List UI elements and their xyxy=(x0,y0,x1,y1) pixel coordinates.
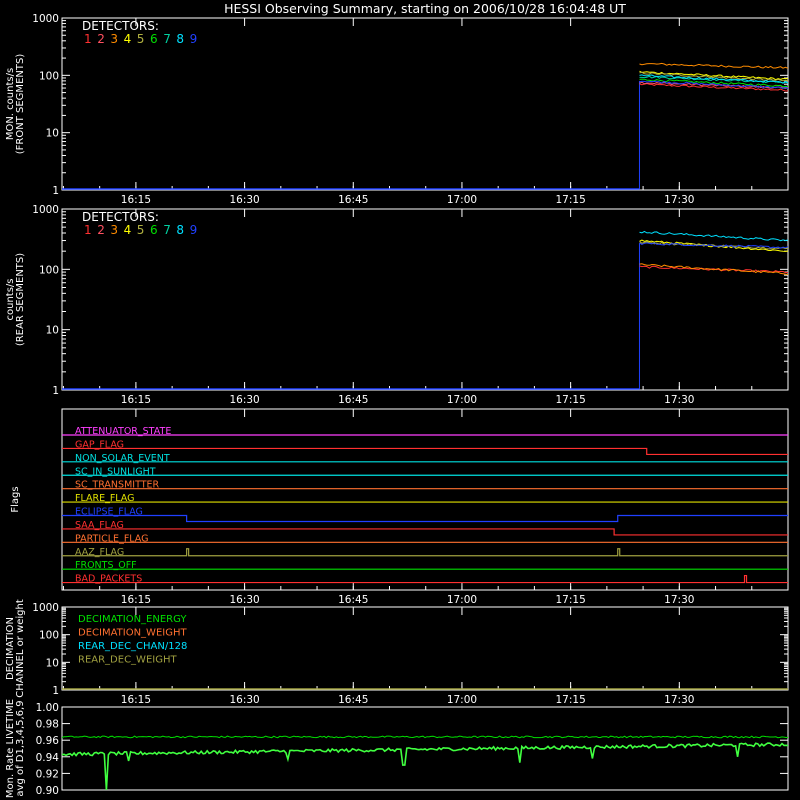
decimation-xtick-label: 17:00 xyxy=(446,694,478,706)
flag-label-particle_flag: PARTICLE_FLAG xyxy=(75,533,149,545)
decimation-ytick-label: 10 xyxy=(45,657,59,670)
flags-xtick-label: 17:15 xyxy=(555,594,586,606)
decimation-xtick-label: 17:30 xyxy=(664,694,695,706)
livetime-ytick-label: 0.94 xyxy=(35,751,59,764)
rear-legend-title: DETECTORS: xyxy=(82,210,159,224)
figure-title: HESSI Observing Summary, starting on 2006/10/28 16:04:48 UT xyxy=(224,1,626,16)
front-legend-detector-4: 4 xyxy=(123,32,132,46)
front-legend-detector-6: 6 xyxy=(150,32,158,46)
front-xtick-label: 16:45 xyxy=(338,194,369,206)
front-legend-title: DETECTORS: xyxy=(82,19,159,33)
rear-xtick-label: 17:15 xyxy=(555,394,586,406)
decimation-xtick-label: 16:45 xyxy=(338,694,369,706)
flag-label-sc_transmitter: SC_TRANSMITTER xyxy=(75,479,160,491)
front-ylabel: MON. counts/s xyxy=(5,67,16,141)
front-ytick-label: 10 xyxy=(45,127,59,140)
decimation-ylabel: DECIMATION xyxy=(5,616,16,681)
flag-label-flare_flag: FLARE_FLAG xyxy=(75,493,135,505)
front-legend-detector-8: 8 xyxy=(176,32,185,46)
flag-label-fronts_off: FRONTS_OFF xyxy=(75,560,137,572)
rear-ytick-label: 1000 xyxy=(32,204,59,216)
front-legend-detector-3: 3 xyxy=(110,32,119,46)
front-legend-detector-7: 7 xyxy=(163,32,171,46)
flag-label-gap_flag: GAP_FLAG xyxy=(75,439,125,451)
flag-label-aaz_flag: AAZ_FLAG xyxy=(75,546,125,558)
panels xyxy=(5,13,788,798)
rear-ytick-label: 10 xyxy=(45,324,59,337)
livetime-ytick-label: 0.98 xyxy=(35,718,59,731)
rear-legend-detector-2: 2 xyxy=(97,223,105,237)
flag-label-saa_flag: SAA_FLAG xyxy=(75,519,124,531)
flag-label-eclipse_flag: ECLIPSE_FLAG xyxy=(75,506,143,518)
flag-line-saa_flag xyxy=(62,529,788,535)
front-xtick-label: 17:00 xyxy=(446,194,478,206)
flag-label-non_solar_event: NON_SOLAR_EVENT xyxy=(75,452,170,464)
decimation-legend-decimation_energy: DECIMATION_ENERGY xyxy=(78,614,187,625)
rear-legend-detector-3: 3 xyxy=(110,223,119,237)
decimation-legend-rear_dec_chan/128: REAR_DEC_CHAN/128 xyxy=(78,641,188,652)
flags-xtick-label: 16:45 xyxy=(338,594,369,606)
livetime-ylabel: avg of D1,3,4,5,6,9 xyxy=(15,700,26,797)
rear-xtick-label: 17:30 xyxy=(664,394,695,406)
rear-xtick-label: 16:15 xyxy=(120,394,152,406)
front-series-detector-3 xyxy=(640,63,789,68)
rear-ylabel: (REAR SEGMENTS) xyxy=(15,252,26,347)
rear-legend-detector-8: 8 xyxy=(176,223,185,237)
rear-ytick-label: 100 xyxy=(38,264,59,277)
panel-livetime xyxy=(5,699,788,798)
rear-frame xyxy=(62,209,788,390)
front-xtick-label: 17:15 xyxy=(555,194,586,206)
panel-flags xyxy=(10,409,788,606)
flag-line-bad_packets xyxy=(62,573,788,585)
rear-legend-detector-7: 7 xyxy=(163,223,171,237)
decimation-ylabel: CHANNEL or weight xyxy=(15,599,26,698)
rear-ylabel: counts/s xyxy=(5,278,16,321)
front-ylabel: (FRONT SEGMENTS) xyxy=(15,53,26,155)
rear-legend-detector-1: 1 xyxy=(84,223,92,237)
flags-xtick-label: 17:30 xyxy=(664,594,695,606)
flag-label-bad_packets: BAD_PACKETS xyxy=(75,573,143,585)
rear-xtick-label: 16:45 xyxy=(338,394,369,406)
decimation-legend-decimation_weight: DECIMATION_WEIGHT xyxy=(78,627,187,639)
front-legend-detector-5: 5 xyxy=(136,32,145,46)
livetime-series-1 xyxy=(62,736,788,738)
front-legend-detector-1: 1 xyxy=(84,32,92,46)
decimation-xtick-label: 16:15 xyxy=(120,694,152,706)
flags-xtick-label: 16:15 xyxy=(120,594,152,606)
front-ytick-label: 1000 xyxy=(32,13,59,25)
decimation-legend-rear_dec_weight: REAR_DEC_WEIGHT xyxy=(78,654,177,666)
panel-decimation xyxy=(5,599,788,706)
flags-xtick-label: 16:30 xyxy=(229,594,260,606)
rear-series-detector-8 xyxy=(640,232,789,241)
decimation-xtick-label: 17:15 xyxy=(555,694,586,706)
front-frame xyxy=(62,18,788,190)
front-xtick-label: 17:30 xyxy=(664,194,695,206)
livetime-ytick-label: 0.96 xyxy=(35,735,59,748)
front-legend-detector-2: 2 xyxy=(97,32,105,46)
flag-line-eclipse_flag xyxy=(62,516,788,522)
rear-ytick-label: 1 xyxy=(52,385,59,397)
front-xtick-label: 16:30 xyxy=(229,194,260,206)
livetime-ytick-label: 1.00 xyxy=(35,702,59,714)
livetime-series-2 xyxy=(62,743,788,790)
rear-xtick-label: 16:30 xyxy=(229,394,260,406)
front-ytick-label: 1 xyxy=(52,185,59,197)
rear-xtick-label: 17:00 xyxy=(446,394,478,406)
front-xtick-label: 16:15 xyxy=(120,194,152,206)
flags-xtick-label: 17:00 xyxy=(446,594,478,606)
rear-legend-detector-9: 9 xyxy=(189,223,198,237)
front-legend-detector-9: 9 xyxy=(189,32,198,46)
decimation-ytick-label: 1 xyxy=(52,685,59,697)
flag-label-attenuator_state: ATTENUATOR_STATE xyxy=(75,426,172,437)
front-ytick-label: 100 xyxy=(38,70,59,83)
flag-line-gap_flag xyxy=(62,448,788,454)
decimation-ytick-label: 100 xyxy=(38,629,59,642)
livetime-ylabel: Mon. Rate LIVETIME xyxy=(5,698,16,799)
rear-legend-detector-5: 5 xyxy=(136,223,145,237)
rear-legend-detector-4: 4 xyxy=(123,223,132,237)
livetime-ytick-label: 0.92 xyxy=(35,768,59,781)
flag-line-aaz_flag xyxy=(62,546,788,558)
decimation-xtick-label: 16:30 xyxy=(229,694,260,706)
livetime-ytick-label: 0.90 xyxy=(35,785,59,797)
rear-series-detector-5 xyxy=(640,242,789,249)
rear-legend-detector-6: 6 xyxy=(150,223,158,237)
flag-label-sc_in_sunlight: SC_IN_SUNLIGHT xyxy=(75,466,156,478)
decimation-ytick-label: 1000 xyxy=(32,602,59,614)
panel-rear xyxy=(5,204,788,406)
panel-front xyxy=(5,13,788,206)
flags-ylabel: Flags xyxy=(10,486,21,513)
